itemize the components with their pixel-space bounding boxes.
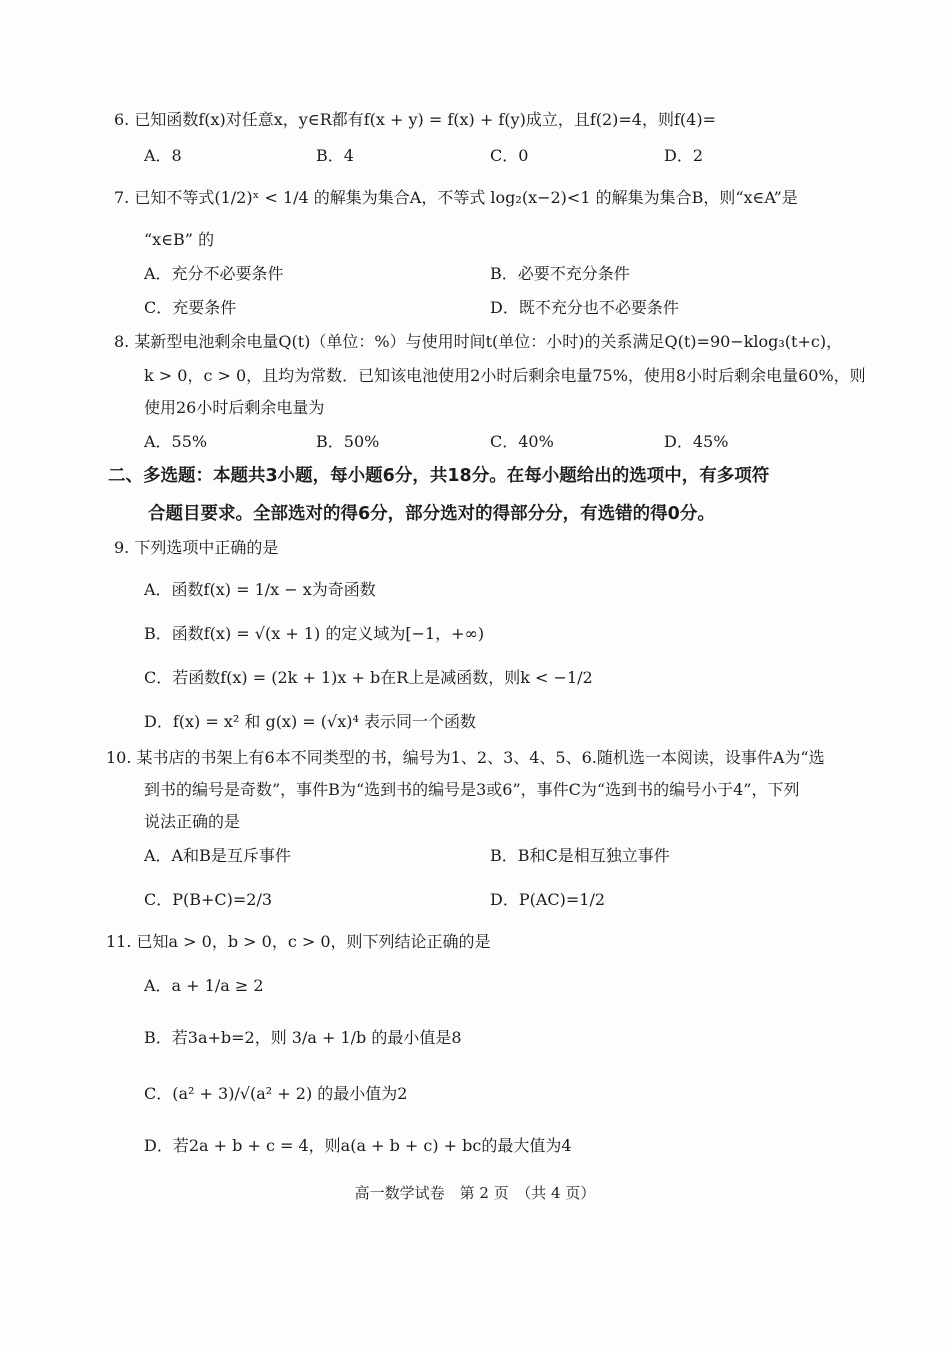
- q6-option-a: A．8: [144, 146, 182, 165]
- section-2-heading-line1: 二、多选题：本题共3小题，每小题6分，共18分。在每小题给出的选项中，有多项符: [108, 466, 770, 486]
- q8-stem-continuation-1: k > 0，c > 0，且均为常数．已知该电池使用2小时后剩余电量75%，使用8小时后剩余电量60%，则: [144, 366, 866, 385]
- q11-option-b: B．若3a+b=2，则 3/a + 1/b 的最小值是8: [144, 1028, 462, 1047]
- q6-option-b: B．4: [316, 146, 354, 165]
- section-2-heading-line2: 合题目要求。全部选对的得6分，部分选对的得部分分，有选错的得0分。: [148, 504, 715, 524]
- q10-option-c: C．P(B+C)=2/3: [144, 890, 273, 909]
- q7-option-c: C．充要条件: [144, 298, 237, 317]
- q7-option-d: D．既不充分也不必要条件: [490, 298, 679, 317]
- q6-option-c: C．0: [490, 146, 529, 165]
- q8-option-d: D．45%: [664, 432, 729, 451]
- q6-option-d: D．2: [664, 146, 704, 165]
- q9-option-d: D．f(x) = x² 和 g(x) = (√x)⁴ 表示同一个函数: [144, 712, 476, 731]
- q8-option-c: C．40%: [490, 432, 554, 451]
- question-7-stem: 7. 已知不等式(1/2)ˣ < 1/4 的解集为集合A，不等式 log₂(x−2)<1 的解集为集合B，则“x∈A”是: [114, 188, 798, 207]
- q7-option-a: A．充分不必要条件: [144, 264, 284, 283]
- q9-option-a: A．函数f(x) = 1/x − x为奇函数: [144, 580, 376, 599]
- q11-option-c: C．(a² + 3)/√(a² + 2) 的最小值为2: [144, 1084, 408, 1103]
- q9-option-c: C．若函数f(x) = (2k + 1)x + b在R上是减函数，则k < −1/2: [144, 668, 593, 687]
- q8-option-a: A．55%: [144, 432, 208, 451]
- question-6-stem: 6. 已知函数f(x)对任意x，y∈R都有f(x + y) = f(x) + f(y)成立，且f(2)=4，则f(4)=: [114, 110, 716, 129]
- q10-option-d: D．P(AC)=1/2: [490, 890, 606, 909]
- q11-option-a: A．a + 1/a ≥ 2: [144, 976, 264, 995]
- question-10-stem: 10. 某书店的书架上有6本不同类型的书，编号为1、2、3、4、5、6.随机选一本阅读，设事件A为“选: [106, 748, 825, 767]
- q10-stem-continuation-2: 说法正确的是: [144, 812, 241, 831]
- q11-option-d: D．若2a + b + c = 4，则a(a + b + c) + bc的最大值为4: [144, 1136, 572, 1155]
- question-11-stem: 11. 已知a > 0，b > 0，c > 0，则下列结论正确的是: [106, 932, 491, 951]
- q10-option-a: A．A和B是互斥事件: [144, 846, 291, 865]
- page-footer: 高一数学试卷 第 2 页 （共 4 页）: [354, 1184, 596, 1202]
- q10-stem-continuation-1: 到书的编号是奇数”，事件B为“选到书的编号是3或6”，事件C为“选到书的编号小于4”，下列: [144, 780, 800, 799]
- q9-option-b: B．函数f(x) = √(x + 1) 的定义域为[−1，+∞): [144, 624, 485, 643]
- question-9-stem: 9. 下列选项中正确的是: [114, 538, 279, 557]
- q7-stem-continuation: “x∈B” 的: [144, 230, 215, 249]
- q8-option-b: B．50%: [316, 432, 380, 451]
- q8-stem-continuation-2: 使用26小时后剩余电量为: [144, 398, 325, 417]
- question-8-stem: 8. 某新型电池剩余电量Q(t)（单位：%）与使用时间t(单位：小时)的关系满足Q(t)=90−klog₃(t+c)，: [114, 332, 843, 351]
- q7-option-b: B．必要不充分条件: [490, 264, 630, 283]
- q10-option-b: B．B和C是相互独立事件: [490, 846, 670, 865]
